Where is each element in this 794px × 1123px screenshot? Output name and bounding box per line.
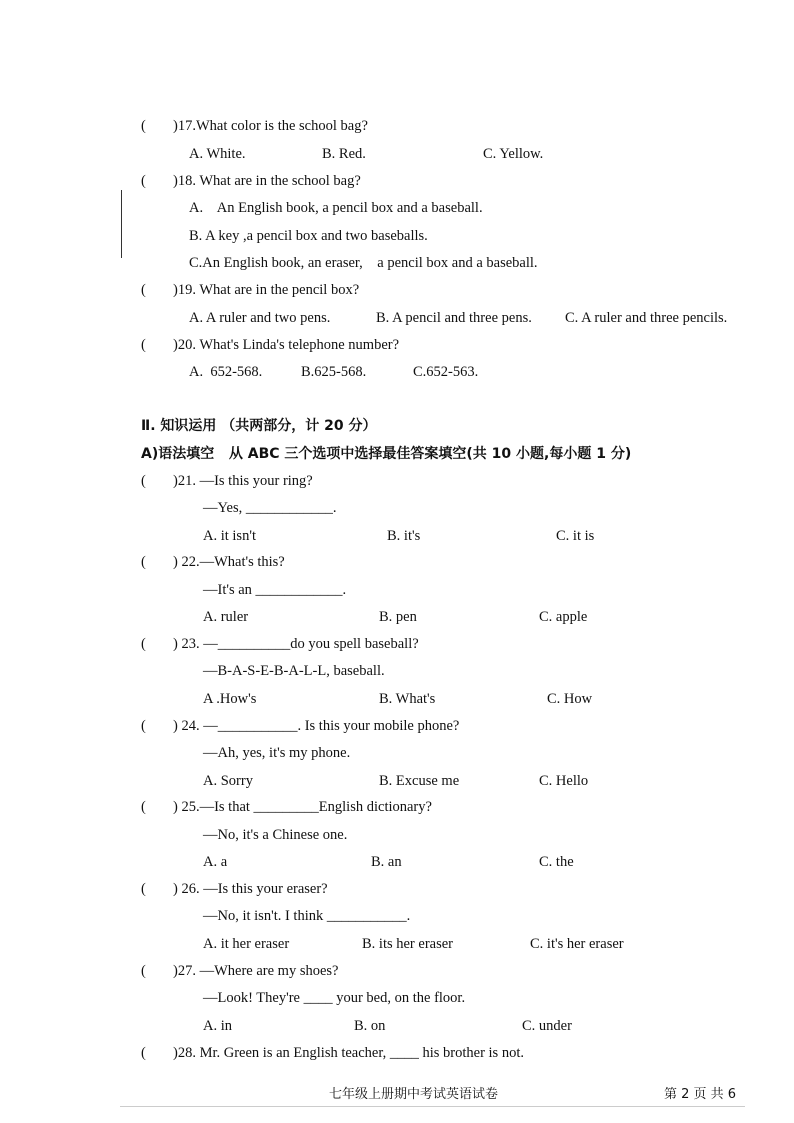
question-28-stem: )28. Mr. Green is an English teacher, ____ his brother is not. — [173, 1045, 524, 1061]
q26-option-c: C. it's her eraser — [530, 936, 624, 952]
q24-option-a: A. Sorry — [203, 773, 253, 789]
q20-option-c: C.652-563. — [413, 364, 479, 380]
q19-option-a: A. A ruler and two pens. — [189, 310, 331, 326]
q23-option-a: A .How's — [203, 691, 257, 707]
q24-option-b: B. Excuse me — [379, 773, 460, 789]
q25-option-b: B. an — [371, 854, 402, 870]
q24-option-c: C. Hello — [539, 773, 589, 789]
q17-option-a: A. White. — [189, 146, 246, 162]
q23-option-c: C. How — [547, 691, 593, 707]
q21-option-c: C. it is — [556, 528, 595, 544]
margin-bracket — [121, 190, 122, 258]
q21-option-b: B. it's — [387, 528, 421, 544]
question-19-stem: )19. What are in the pencil box? — [173, 282, 360, 298]
question-27-reply: —Look! They're ____ your bed, on the floor. — [203, 990, 466, 1006]
footer-divider — [120, 1106, 745, 1107]
q27-option-c: C. under — [522, 1018, 572, 1034]
answer-paren: ( — [141, 718, 146, 734]
question-24-reply: —Ah, yes, it's my phone. — [203, 745, 351, 761]
q27-option-b: B. on — [354, 1018, 386, 1034]
question-25-reply: —No, it's a Chinese one. — [203, 827, 348, 843]
answer-paren: ( — [141, 282, 146, 298]
page-number: 第 2 页 共 6 — [664, 1087, 737, 1102]
q22-option-b: B. pen — [379, 609, 417, 625]
section-subtitle: A)语法填空 从 ABC 三个选项中选择最佳答案填空(共 10 小题,每小题 1 分) — [141, 446, 632, 462]
question-21-stem: )21. —Is this your ring? — [173, 473, 313, 489]
answer-paren: ( — [141, 799, 146, 815]
q18-option-c: C.An English book, an eraser, a pencil box and a baseball. — [189, 255, 538, 271]
footer-title: 七年级上册期中考试英语试卷 — [329, 1087, 499, 1102]
question-25-stem: ) 25.—Is that _________English dictionary? — [173, 799, 432, 815]
q17-option-c: C. Yellow. — [483, 146, 544, 162]
q23-option-b: B. What's — [379, 691, 436, 707]
section-title: Ⅱ. 知识运用 （共两部分，计 20 分） — [141, 418, 377, 434]
question-26-stem: ) 26. —Is this your eraser? — [173, 881, 328, 897]
question-22-reply: —It's an ____________. — [203, 582, 347, 598]
q21-option-a: A. it isn't — [203, 528, 256, 544]
answer-paren: ( — [141, 173, 146, 189]
answer-paren: ( — [141, 963, 146, 979]
question-26-reply: —No, it isn't. I think ___________. — [203, 908, 411, 924]
q18-option-b: B. A key ,a pencil box and two baseballs. — [189, 228, 428, 244]
q19-option-c: C. A ruler and three pencils. — [565, 310, 728, 326]
q22-option-a: A. ruler — [203, 609, 249, 625]
answer-paren: ( — [141, 118, 146, 134]
q22-option-c: C. apple — [539, 609, 588, 625]
question-21-reply: —Yes, ____________. — [203, 500, 337, 516]
question-23-reply: —B-A-S-E-B-A-L-L, baseball. — [203, 663, 385, 679]
q26-option-b: B. its her eraser — [362, 936, 453, 952]
q27-option-a: A. in — [203, 1018, 232, 1034]
q25-option-c: C. the — [539, 854, 574, 870]
q26-option-a: A. it her eraser — [203, 936, 290, 952]
q25-option-a: A. a — [203, 854, 228, 870]
question-17-stem: )17.What color is the school bag? — [173, 118, 368, 134]
q17-option-b: B. Red. — [322, 146, 366, 162]
answer-paren: ( — [141, 473, 146, 489]
answer-paren: ( — [141, 1045, 146, 1061]
q19-option-b: B. A pencil and three pens. — [376, 310, 532, 326]
question-24-stem: ) 24. —___________. Is this your mobile phone? — [173, 718, 460, 734]
q20-option-b: B.625-568. — [301, 364, 367, 380]
question-27-stem: )27. —Where are my shoes? — [173, 963, 339, 979]
answer-paren: ( — [141, 554, 146, 570]
question-18-stem: )18. What are in the school bag? — [173, 173, 361, 189]
q20-option-a: A. 652-568. — [189, 364, 263, 380]
question-23-stem: ) 23. —__________do you spell baseball? — [173, 636, 419, 652]
answer-paren: ( — [141, 636, 146, 652]
answer-paren: ( — [141, 881, 146, 897]
question-22-stem: ) 22.—What's this? — [173, 554, 285, 570]
answer-paren: ( — [141, 337, 146, 353]
q18-option-a: A. An English book, a pencil box and a baseball. — [189, 200, 483, 216]
question-20-stem: )20. What's Linda's telephone number? — [173, 337, 400, 353]
